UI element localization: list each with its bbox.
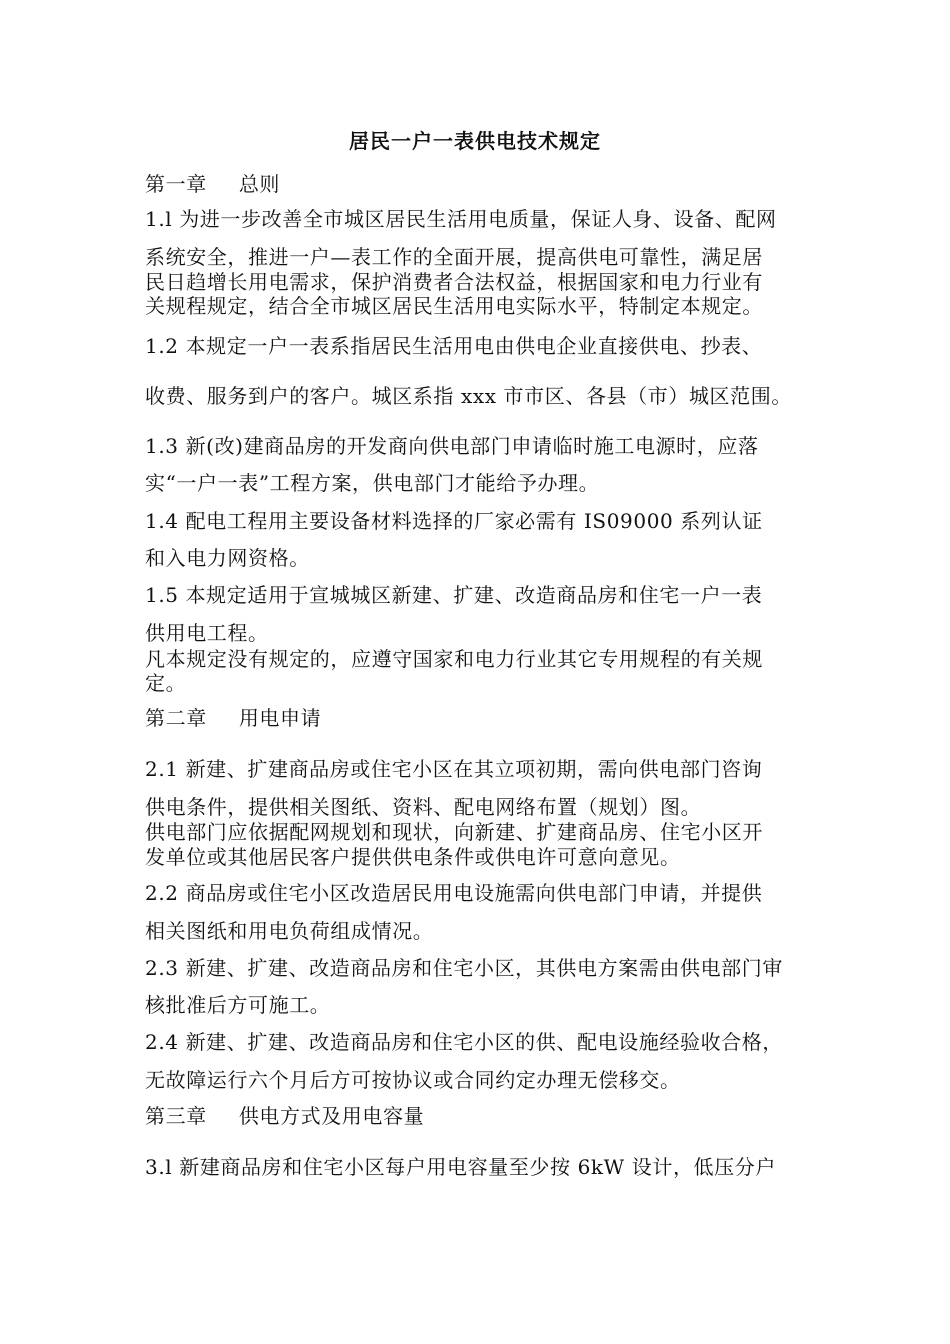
paragraph-line: 1.5 本规定适用于宣城城区新建、扩建、改造商品房和住宅一户一表	[145, 583, 763, 607]
paragraph-line: 供电部门应依据配网规划和现状，向新建、扩建商品房、住宅小区开	[145, 820, 763, 844]
paragraph-line: 无故障运行六个月后方可按协议或合同约定办理无偿移交。	[145, 1068, 681, 1092]
paragraph-line: 定。	[145, 671, 187, 695]
chapter-title: 用电申请	[238, 706, 322, 730]
paragraph-line: 1.2 本规定一户一表系指居民生活用电由供电企业直接供电、抄表、	[145, 334, 763, 358]
paragraph-line: 发单位或其他居民客户提供供电条件或供电许可意向意见。	[145, 845, 681, 869]
paragraph-line: 凡本规定没有规定的，应遵守国家和电力行业其它专用规程的有关规	[145, 647, 763, 671]
paragraph-line: 2.2 商品房或住宅小区改造居民用电设施需向供电部门申请，并提供	[145, 881, 763, 905]
paragraph-line: 2.4 新建、扩建、改造商品房和住宅小区的供、配电设施经验收合格，	[145, 1030, 783, 1054]
chapter-number: 第三章	[145, 1104, 207, 1128]
chapter-1-heading	[145, 172, 280, 196]
paragraph-line: 供用电工程。	[145, 621, 269, 645]
chapter-title: 供电方式及用电容量	[238, 1104, 425, 1128]
paragraph-line: 2.3 新建、扩建、改造商品房和住宅小区，其供电方案需由供电部门审	[145, 956, 783, 980]
paragraph-line: 核批准后方可施工。	[145, 993, 331, 1017]
paragraph-line: 系统安全，推进一户—表工作的全面开展，提高供电可靠性，满足居	[145, 245, 763, 269]
paragraph-line: 相关图纸和用电负荷组成情况。	[145, 919, 434, 943]
document-title: 居民一户一表供电技术规定	[349, 129, 601, 153]
paragraph-line: 供电条件，提供相关图纸、资料、配电网络布置（规划）图。	[145, 795, 702, 819]
chapter-number: 第一章	[145, 172, 207, 196]
paragraph-line: 关规程规定，结合全市城区居民生活用电实际水平，特制定本规定。	[145, 294, 763, 318]
paragraph-line: 1.4 配电工程用主要设备材料选择的厂家必需有 IS09000 系列认证	[145, 509, 763, 533]
chapter-2-heading	[145, 706, 321, 730]
paragraph-line: 1.l 为进一步改善全市城区居民生活用电质量，保证人身、设备、配网	[145, 207, 777, 231]
paragraph-line: 和入电力网资格。	[145, 546, 310, 570]
paragraph-line: 民日趋增长用电需求，保护消费者合法权益，根据国家和电力行业有	[145, 270, 763, 294]
paragraph-line: 1.3 新(改)建商品房的开发商向供电部门申请临时施工电源时，应落	[145, 434, 759, 458]
paragraph-line: 实“一户一表”工程方案，供电部门才能给予办理。	[145, 471, 600, 495]
paragraph-line: 2.1 新建、扩建商品房或住宅小区在其立项初期，需向供电部门咨询	[145, 757, 763, 781]
chapter-number: 第二章	[145, 706, 207, 730]
chapter-title: 总则	[238, 172, 281, 196]
chapter-3-heading	[145, 1104, 424, 1128]
paragraph-line: 收费、服务到户的客户。城区系指 xxx 市市区、各县（市）城区范围。	[145, 384, 792, 408]
paragraph-line: 3.l 新建商品房和住宅小区每户用电容量至少按 6kW 设计，低压分户	[145, 1155, 776, 1179]
